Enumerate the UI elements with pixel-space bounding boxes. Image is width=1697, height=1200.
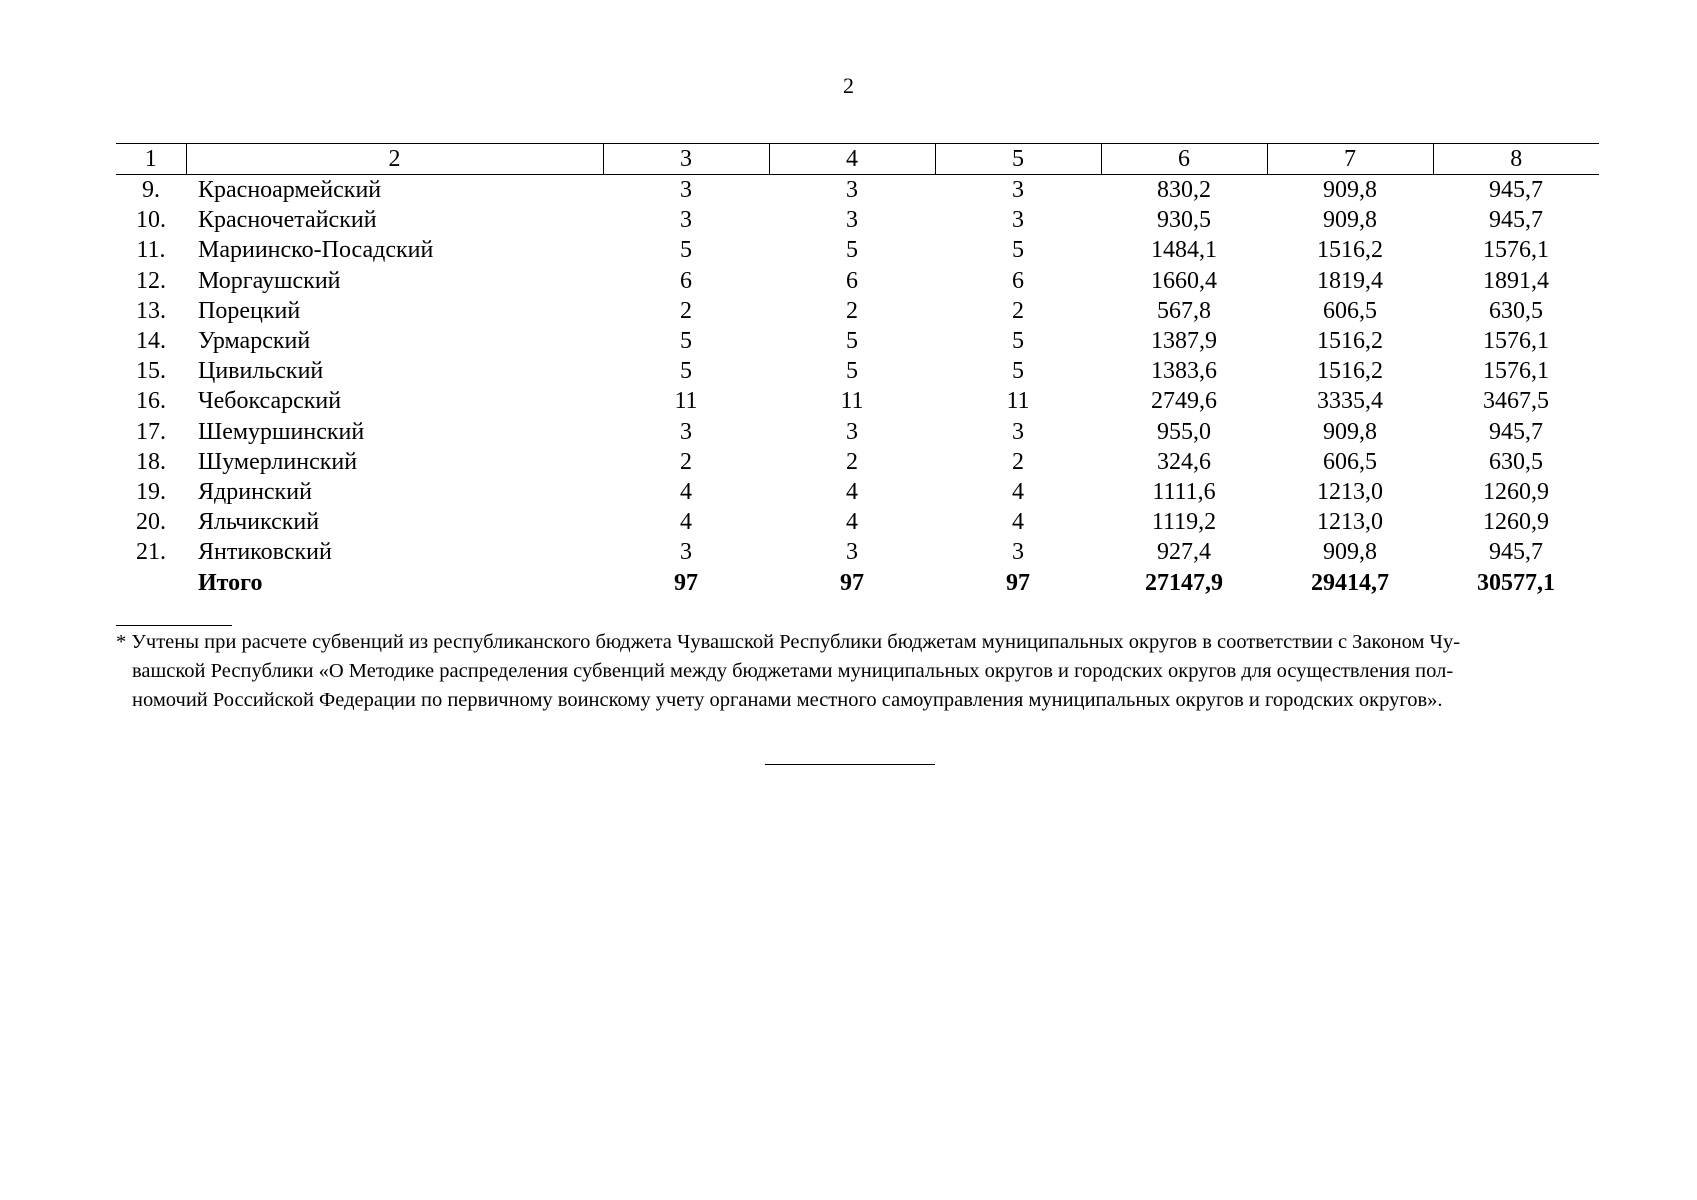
row-number: 12.: [136, 267, 166, 294]
cell-c6: 930,5: [1157, 207, 1211, 234]
cell-c4: 5: [846, 328, 858, 355]
cell-c6: 830,2: [1157, 177, 1211, 204]
cell-c7: 909,8: [1323, 207, 1377, 234]
cell-c5: 2: [1012, 448, 1024, 475]
end-separator: [765, 764, 935, 765]
cell-c3: 3: [680, 539, 692, 566]
row-number: 21.: [136, 539, 166, 566]
cell-c5: 3: [1012, 418, 1024, 445]
cell-c6: 955,0: [1157, 418, 1211, 445]
cell-c8: 945,7: [1489, 539, 1543, 566]
district-name: Моргаушский: [198, 267, 341, 294]
district-name: Шемуршинский: [198, 418, 365, 445]
cell-c3: 3: [680, 207, 692, 234]
cell-c8: 1576,1: [1483, 237, 1549, 264]
cell-c4: 3: [846, 177, 858, 204]
cell-c3: 5: [680, 328, 692, 355]
cell-c3: 2: [680, 448, 692, 475]
cell-c6: 1383,6: [1151, 358, 1217, 385]
district-name: Ядринский: [198, 478, 312, 505]
cell-c7: 1516,2: [1317, 328, 1383, 355]
cell-c8: 945,7: [1489, 418, 1543, 445]
row-number: 10.: [136, 207, 166, 234]
cell-c5: 5: [1012, 358, 1024, 385]
row-number: 11.: [136, 237, 166, 264]
cell-c7: 3335,4: [1317, 388, 1383, 415]
table-header: [116, 144, 1599, 175]
cell-c5: 2: [1012, 297, 1024, 324]
row-number: 15.: [136, 358, 166, 385]
header-col-3: 3: [603, 144, 769, 175]
total-c8: 30577,1: [1477, 569, 1555, 596]
cell-c4: 3: [846, 418, 858, 445]
cell-c4: 3: [846, 207, 858, 234]
header-col-1: 1: [116, 144, 186, 175]
cell-c7: 1516,2: [1317, 237, 1383, 264]
district-name: Порецкий: [198, 297, 301, 324]
cell-c3: 5: [680, 237, 692, 264]
row-number: 13.: [136, 297, 166, 324]
cell-c5: 3: [1012, 539, 1024, 566]
cell-c8: 630,5: [1489, 448, 1543, 475]
cell-c7: 909,8: [1323, 177, 1377, 204]
header-col-6: 6: [1101, 144, 1267, 175]
cell-c7: 1516,2: [1317, 358, 1383, 385]
cell-c3: 4: [680, 509, 692, 536]
cell-c4: 3: [846, 539, 858, 566]
cell-c4: 4: [846, 509, 858, 536]
cell-c8: 1891,4: [1483, 267, 1549, 294]
table-row: [116, 235, 1599, 265]
footnote-mark: *: [116, 631, 127, 653]
table-row: [116, 326, 1599, 356]
table-row: [116, 507, 1599, 537]
cell-c4: 4: [846, 478, 858, 505]
cell-c7: 1819,4: [1317, 267, 1383, 294]
table-row: [116, 296, 1599, 326]
cell-c7: 606,5: [1323, 448, 1377, 475]
footnote-line-2: вашской Республики «О Методике распределения субвенций между бюджетами муниципальных округов и городских округов для осуществления пол-: [132, 660, 1454, 682]
cell-c6: 2749,6: [1151, 388, 1217, 415]
total-c7: 29414,7: [1311, 569, 1389, 596]
cell-c4: 2: [846, 297, 858, 324]
cell-c5: 5: [1012, 328, 1024, 355]
district-name: Красноармейский: [198, 177, 382, 204]
total-c6: 27147,9: [1145, 569, 1223, 596]
district-name: Красночетайский: [198, 207, 377, 234]
table-row: [116, 537, 1599, 567]
row-number: 9.: [142, 177, 160, 204]
cell-c5: 4: [1012, 478, 1024, 505]
header-col-8: 8: [1433, 144, 1599, 175]
cell-c3: 2: [680, 297, 692, 324]
row-number: 20.: [136, 509, 166, 536]
cell-c4: 5: [846, 237, 858, 264]
table-row: [116, 175, 1599, 206]
cell-c4: 2: [846, 448, 858, 475]
table-body: [116, 175, 1599, 598]
cell-c5: 4: [1012, 509, 1024, 536]
total-c4: 97: [840, 569, 864, 596]
header-col-2: 2: [186, 144, 603, 175]
cell-c7: 909,8: [1323, 418, 1377, 445]
header-col-4: 4: [769, 144, 935, 175]
district-name: Чебоксарский: [198, 388, 342, 415]
subvention-table: [116, 143, 1599, 598]
footnote-separator: [116, 625, 232, 626]
cell-c7: 909,8: [1323, 539, 1377, 566]
cell-c6: 324,6: [1157, 448, 1211, 475]
cell-c3: 3: [680, 418, 692, 445]
table-row: [116, 447, 1599, 477]
district-name: Мариинско-Посадский: [198, 237, 434, 264]
cell-c8: 1260,9: [1483, 478, 1549, 505]
page-number: 2: [843, 73, 854, 98]
total-c3: 97: [674, 569, 698, 596]
cell-c7: 606,5: [1323, 297, 1377, 324]
table-row: [116, 386, 1599, 416]
cell-c3: 6: [680, 267, 692, 294]
table-row: [116, 266, 1599, 296]
table-row: [116, 205, 1599, 235]
cell-c6: 1119,2: [1151, 509, 1217, 536]
cell-c8: 1576,1: [1483, 328, 1549, 355]
table-row: [116, 477, 1599, 507]
footnote-line-3: номочий Российской Федерации по первичному воинскому учету органами местного самоуправления муниципальных округов и городских округов».: [132, 689, 1443, 711]
district-name: Янтиковский: [198, 539, 332, 566]
total-row: [116, 567, 1599, 597]
header-col-7: 7: [1267, 144, 1433, 175]
cell-c6: 567,8: [1157, 297, 1211, 324]
cell-c6: 927,4: [1157, 539, 1211, 566]
cell-c4: 11: [840, 388, 864, 415]
footnote: [116, 628, 1596, 715]
cell-c8: 1576,1: [1483, 358, 1549, 385]
cell-c5: 6: [1012, 267, 1024, 294]
cell-c8: 945,7: [1489, 177, 1543, 204]
row-number: 19.: [136, 478, 166, 505]
cell-c7: 1213,0: [1317, 509, 1383, 536]
cell-c3: 3: [680, 177, 692, 204]
total-c5: 97: [1006, 569, 1030, 596]
total-label: Итого: [198, 569, 263, 596]
cell-c5: 5: [1012, 237, 1024, 264]
district-name: Шумерлинский: [198, 448, 358, 475]
total-row-number: [116, 567, 186, 597]
footnote-line-1: Учтены при расчете субвенций из республиканского бюджета Чувашской Республики бюджетам муниципальных округов в соответствии с Законом Чу-: [131, 631, 1461, 653]
cell-c3: 5: [680, 358, 692, 385]
table-row: [116, 356, 1599, 386]
row-number: 18.: [136, 448, 166, 475]
cell-c8: 3467,5: [1483, 388, 1549, 415]
row-number: 17.: [136, 418, 166, 445]
cell-c8: 1260,9: [1483, 509, 1549, 536]
cell-c3: 11: [674, 388, 698, 415]
cell-c5: 11: [1006, 388, 1030, 415]
cell-c6: 1660,4: [1151, 267, 1217, 294]
district-name: Яльчикский: [198, 509, 320, 536]
header-col-5: 5: [935, 144, 1101, 175]
district-name: Цивильский: [198, 358, 324, 385]
cell-c6: 1387,9: [1151, 328, 1217, 355]
cell-c6: 1111,6: [1152, 478, 1216, 505]
cell-c4: 5: [846, 358, 858, 385]
row-number: 14.: [136, 328, 166, 355]
table-row: [116, 417, 1599, 447]
cell-c6: 1484,1: [1151, 237, 1217, 264]
cell-c5: 3: [1012, 177, 1024, 204]
cell-c3: 4: [680, 478, 692, 505]
cell-c4: 6: [846, 267, 858, 294]
cell-c7: 1213,0: [1317, 478, 1383, 505]
row-number: 16.: [136, 388, 166, 415]
cell-c5: 3: [1012, 207, 1024, 234]
cell-c8: 945,7: [1489, 207, 1543, 234]
district-name: Урмарский: [198, 328, 311, 355]
cell-c8: 630,5: [1489, 297, 1543, 324]
